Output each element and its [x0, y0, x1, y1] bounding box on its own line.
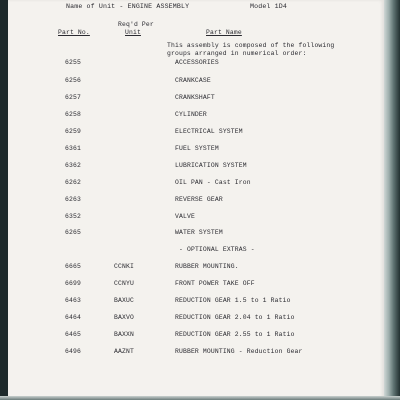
unit-name-label: Name of Unit - [66, 3, 128, 10]
col-part-name: Part Name [206, 29, 242, 36]
reqd-per-unit: CCNKI [114, 263, 134, 270]
part-no: 6465 [65, 331, 81, 338]
part-name: CRANKCASE [175, 77, 211, 84]
part-name: CYLINDER [175, 111, 207, 118]
part-name: FUEL SYSTEM [175, 145, 219, 152]
part-no: 6259 [65, 128, 81, 135]
part-no: 6464 [65, 314, 81, 321]
part-no: 6263 [65, 196, 81, 203]
reqd-per-unit: BAXUC [114, 297, 134, 304]
reqd-per-unit: BAXXN [114, 331, 134, 338]
part-no: 6665 [65, 263, 81, 270]
part-name: LUBRICATION SYSTEM [175, 162, 247, 169]
part-no: 6262 [65, 179, 81, 186]
binder-edge [384, 0, 400, 400]
part-no: 6255 [65, 59, 81, 66]
reqd-per-unit: BAXVO [114, 314, 134, 321]
part-name: CRANKSHAFT [175, 94, 215, 101]
model-label: Model 1D4 [250, 3, 287, 10]
part-name: ACCESSORIES [175, 59, 219, 66]
part-name: OIL PAN - Cast Iron [175, 179, 251, 186]
reqd-per-unit: CCNYU [114, 280, 134, 287]
part-no: 6258 [65, 111, 81, 118]
part-no: 6362 [65, 162, 81, 169]
part-name: WATER SYSTEM [175, 229, 223, 236]
col-reqd-per: Req'd Per [118, 21, 154, 28]
optional-extras-heading: - OPTIONAL EXTRAS - [179, 246, 255, 253]
page-bottom-edge [0, 396, 400, 400]
part-name: REVERSE GEAR [175, 196, 223, 203]
part-no: 6257 [65, 94, 81, 101]
col-part-no: Part No. [58, 29, 90, 36]
part-name: VALVE [175, 213, 195, 220]
part-no: 6463 [65, 297, 81, 304]
part-no: 6699 [65, 280, 81, 287]
part-no: 6496 [65, 348, 81, 355]
part-name: REDUCTION GEAR 1.5 to 1 Ratio [175, 297, 291, 304]
part-no: 6361 [65, 145, 81, 152]
reqd-per-unit: AAZNT [114, 348, 134, 355]
part-no: 6265 [65, 229, 81, 236]
part-name: RUBBER MOUNTING. [175, 263, 239, 270]
intro-line-1: This assembly is composed of the following [167, 42, 335, 49]
unit-name-value: ENGINE ASSEMBLY [127, 3, 190, 10]
part-name: ELECTRICAL SYSTEM [175, 128, 243, 135]
part-name: RUBBER MOUNTING - Reduction Gear [175, 348, 303, 355]
intro-line-2: groups arranged in numerical order: [167, 50, 307, 57]
part-no: 6352 [65, 213, 81, 220]
document-page [8, 0, 384, 398]
part-no: 6256 [65, 77, 81, 84]
unit-name-line [66, 3, 189, 10]
part-name: REDUCTION GEAR 2.55 to 1 Ratio [175, 331, 295, 338]
col-unit: Unit [125, 29, 141, 36]
part-name: FRONT POWER TAKE OFF [175, 280, 255, 287]
part-name: REDUCTION GEAR 2.04 to 1 Ratio [175, 314, 295, 321]
